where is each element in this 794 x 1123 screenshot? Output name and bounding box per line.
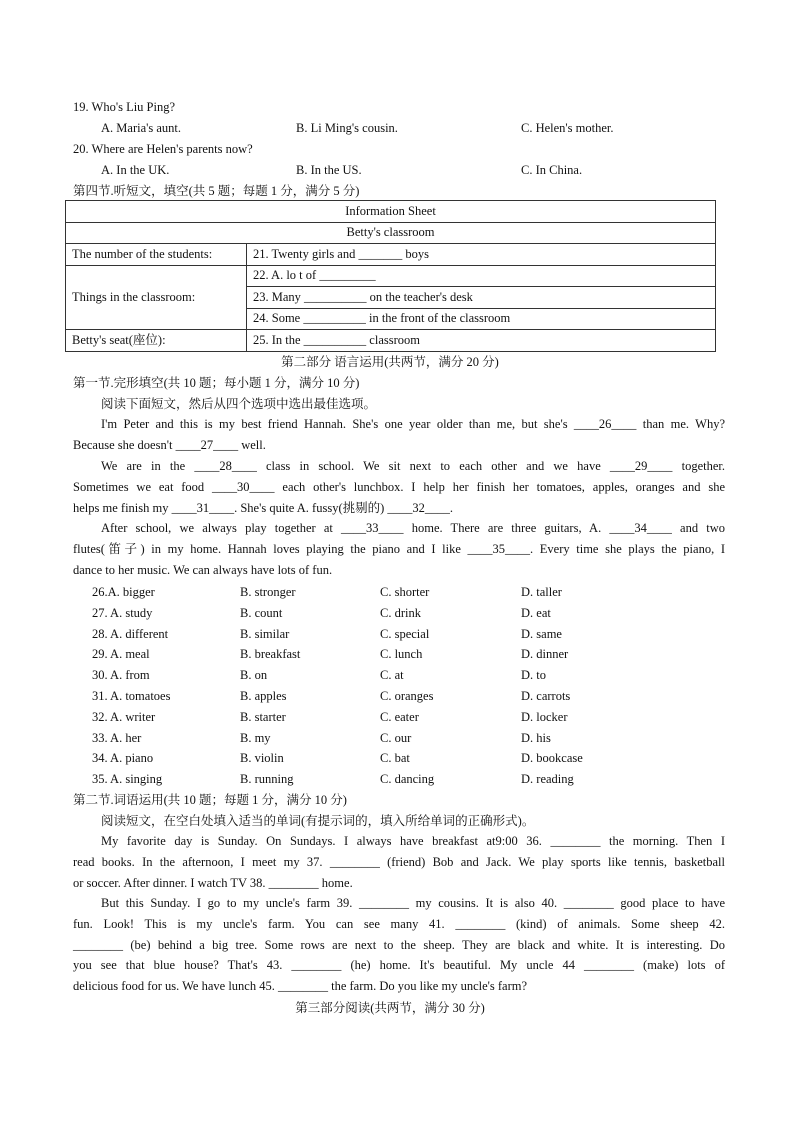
cloze-option: C. lunch: [380, 647, 423, 662]
cloze-paragraph-1: [73, 414, 725, 456]
information-sheet-table: [65, 200, 716, 352]
question-19: 19. Who's Liu Ping?: [73, 100, 176, 114]
question-20: 20. Where are Helen's parents now?: [73, 142, 253, 156]
cloze-option: C. bat: [380, 751, 410, 766]
vocab-p2-line-2: fun. Look! This is my uncle's farm. You can see many 41. ________ (kind) of animals. Some sheep 42.: [73, 916, 725, 931]
cloze-option: D. bookcase: [521, 751, 583, 766]
things-item-22: 22. A. lo t of _________: [247, 265, 716, 287]
students-value: 21. Twenty girls and _______ boys: [247, 244, 716, 266]
cloze-option: 26.A. bigger: [92, 585, 155, 599]
cloze-p2-line-2: Sometimes we eat food ____30____ each other's lunchbox. I help her finish her tomatoes, apples, oranges and she: [73, 479, 725, 494]
cloze-option: B. similar: [240, 626, 290, 641]
things-item-23: 23. Many __________ on the teacher's desk: [247, 287, 716, 309]
cloze-option: 29. A. meal: [92, 647, 150, 662]
cloze-paragraph-3: [73, 518, 725, 580]
cloze-option: D. dinner: [521, 647, 569, 662]
vocab-p2-line-1: But this Sunday. I go to my uncle's farm 39. ________ my cousins. It is also 40. ________ good place to have: [101, 896, 725, 910]
cloze-option: 34. A. piano: [92, 751, 154, 766]
q20-option-a: A. In the UK.: [101, 163, 170, 177]
table-title: Information Sheet: [66, 201, 716, 223]
cloze-option: B. on: [240, 668, 268, 683]
q20-option-b: B. In the US.: [296, 163, 362, 177]
vocab-p1-line-1: My favorite day is Sunday. On Sundays. I always have breakfast at9:00 36. ________ the morning. Then I: [101, 834, 725, 848]
q19-option-b: B. Li Ming's cousin.: [296, 121, 398, 135]
cloze-option: B. count: [240, 605, 283, 620]
cloze-option: C. our: [380, 730, 412, 745]
cloze-option: C. drink: [380, 605, 421, 620]
cloze-instruction: 阅读下面短文，然后从四个选项中选出最佳选项。: [101, 397, 377, 411]
table-subtitle: Betty's classroom: [66, 222, 716, 244]
cloze-option: 33. A. her: [92, 730, 142, 745]
table-row: [66, 244, 716, 266]
cloze-option: D. taller: [521, 585, 562, 599]
seat-value: 25. In the __________ classroom: [247, 330, 716, 352]
vocab-p2-line-4: you see that blue house? That's 43. ________ (he) home. It's beautiful. My uncle 44 ________ (make) lots of: [73, 958, 725, 973]
cloze-option: D. reading: [521, 772, 574, 787]
cloze-p3-line-2: flutes(笛子) in my home. Hannah loves playing the piano and I like ____35____. Every time she plays the piano, I: [73, 541, 725, 556]
q19-option-c: C. Helen's mother.: [521, 121, 614, 135]
cloze-paragraph-2: [73, 456, 725, 518]
cloze-option: B. stronger: [240, 585, 296, 599]
table-row: [66, 330, 716, 352]
table-row: [66, 265, 716, 287]
cloze-p2-line-3: helps me finish my ____31____. She's quite A. fussy(挑剔的) ____32____.: [73, 500, 454, 515]
cloze-option: D. to: [521, 668, 546, 683]
cloze-option: B. breakfast: [240, 647, 301, 662]
cloze-option: D. carrots: [521, 689, 571, 703]
vocab-p1-line-3: or soccer. After dinner. I watch TV 38. ________ home.: [73, 875, 353, 890]
vocab-instruction: 阅读短文，在空白处填入适当的单词(有提示词的，填入所给单词的正确形式)。: [101, 814, 535, 828]
cloze-p2-line-1: We are in the ____28____ class in school. We sit next to each other and we have ____29____ together.: [101, 459, 725, 473]
cloze-option: B. starter: [240, 709, 286, 724]
table-row: [66, 201, 716, 223]
cloze-option: D. same: [521, 626, 562, 641]
cloze-option: 35. A. singing: [92, 772, 163, 787]
cloze-option: C. oranges: [380, 689, 434, 703]
cloze-option: D. locker: [521, 709, 568, 724]
students-label: The number of the students:: [66, 244, 247, 266]
seat-label: Betty's seat(座位):: [66, 330, 247, 352]
cloze-p1-line-2: Because she doesn't ____27____ well.: [73, 437, 266, 452]
cloze-option: B. my: [240, 730, 271, 745]
cloze-option: B. running: [240, 772, 294, 787]
things-label: Things in the classroom:: [66, 265, 247, 330]
vocab-paragraph-1: [73, 831, 725, 893]
cloze-option: 30. A. from: [92, 668, 150, 683]
cloze-option: D. his: [521, 730, 551, 745]
cloze-p3-line-1: After school, we always play together at ____33____ home. There are three guitars, A. ____34____ and two: [101, 521, 725, 535]
vocab-p1-line-2: read books. In the afternoon, I meet my 37. ________ (friend) Bob and Jack. We play sports like tennis, basketball: [73, 854, 725, 869]
part2-title: 第二部分 语言运用(共两节，满分 20 分): [281, 355, 499, 369]
cloze-option: C. at: [380, 668, 404, 683]
cloze-p3-line-3: dance to her music. We can always have lots of fun.: [73, 562, 333, 577]
table-row: [66, 222, 716, 244]
part3-title: 第三部分阅读(共两节，满分 30 分): [295, 1001, 485, 1015]
cloze-option: D. eat: [521, 605, 551, 620]
q20-option-c: C. In China.: [521, 163, 583, 177]
cloze-option: C. dancing: [380, 772, 435, 787]
cloze-option: C. eater: [380, 709, 419, 724]
vocab-section-title: 第二节.词语运用(共 10 题；每题 1 分，满分 10 分): [73, 793, 347, 807]
cloze-option: 28. A. different: [92, 626, 169, 641]
vocab-p2-line-3: ________ (be) behind a big tree. Some rows are next to the sheep. They are black and white. It is interesting. Do: [73, 937, 725, 952]
section4-title: 第四节.听短文，填空(共 5 题；每题 1 分，满分 5 分): [73, 184, 360, 198]
cloze-option: 31. A. tomatoes: [92, 689, 171, 703]
cloze-option: 32. A. writer: [92, 709, 156, 724]
vocab-p2-line-5: delicious food for us. We have lunch 45. ________ the farm. Do you like my uncle's farm?: [73, 979, 528, 994]
cloze-option: 27. A. study: [92, 605, 153, 620]
cloze-option: B. violin: [240, 751, 284, 766]
q19-option-a: A. Maria's aunt.: [101, 121, 182, 135]
cloze-section-title: 第一节.完形填空(共 10 题；每小题 1 分，满分 10 分): [73, 376, 360, 390]
cloze-option: C. shorter: [380, 585, 430, 599]
cloze-option: C. special: [380, 626, 430, 641]
cloze-option: B. apples: [240, 689, 287, 703]
vocab-paragraph-2: [73, 893, 725, 997]
things-item-24: 24. Some __________ in the front of the classroom: [247, 308, 716, 330]
cloze-p1-line-1: I'm Peter and this is my best friend Hannah. She's one year older than me, but she's ____26____ than me. Why?: [101, 417, 725, 431]
